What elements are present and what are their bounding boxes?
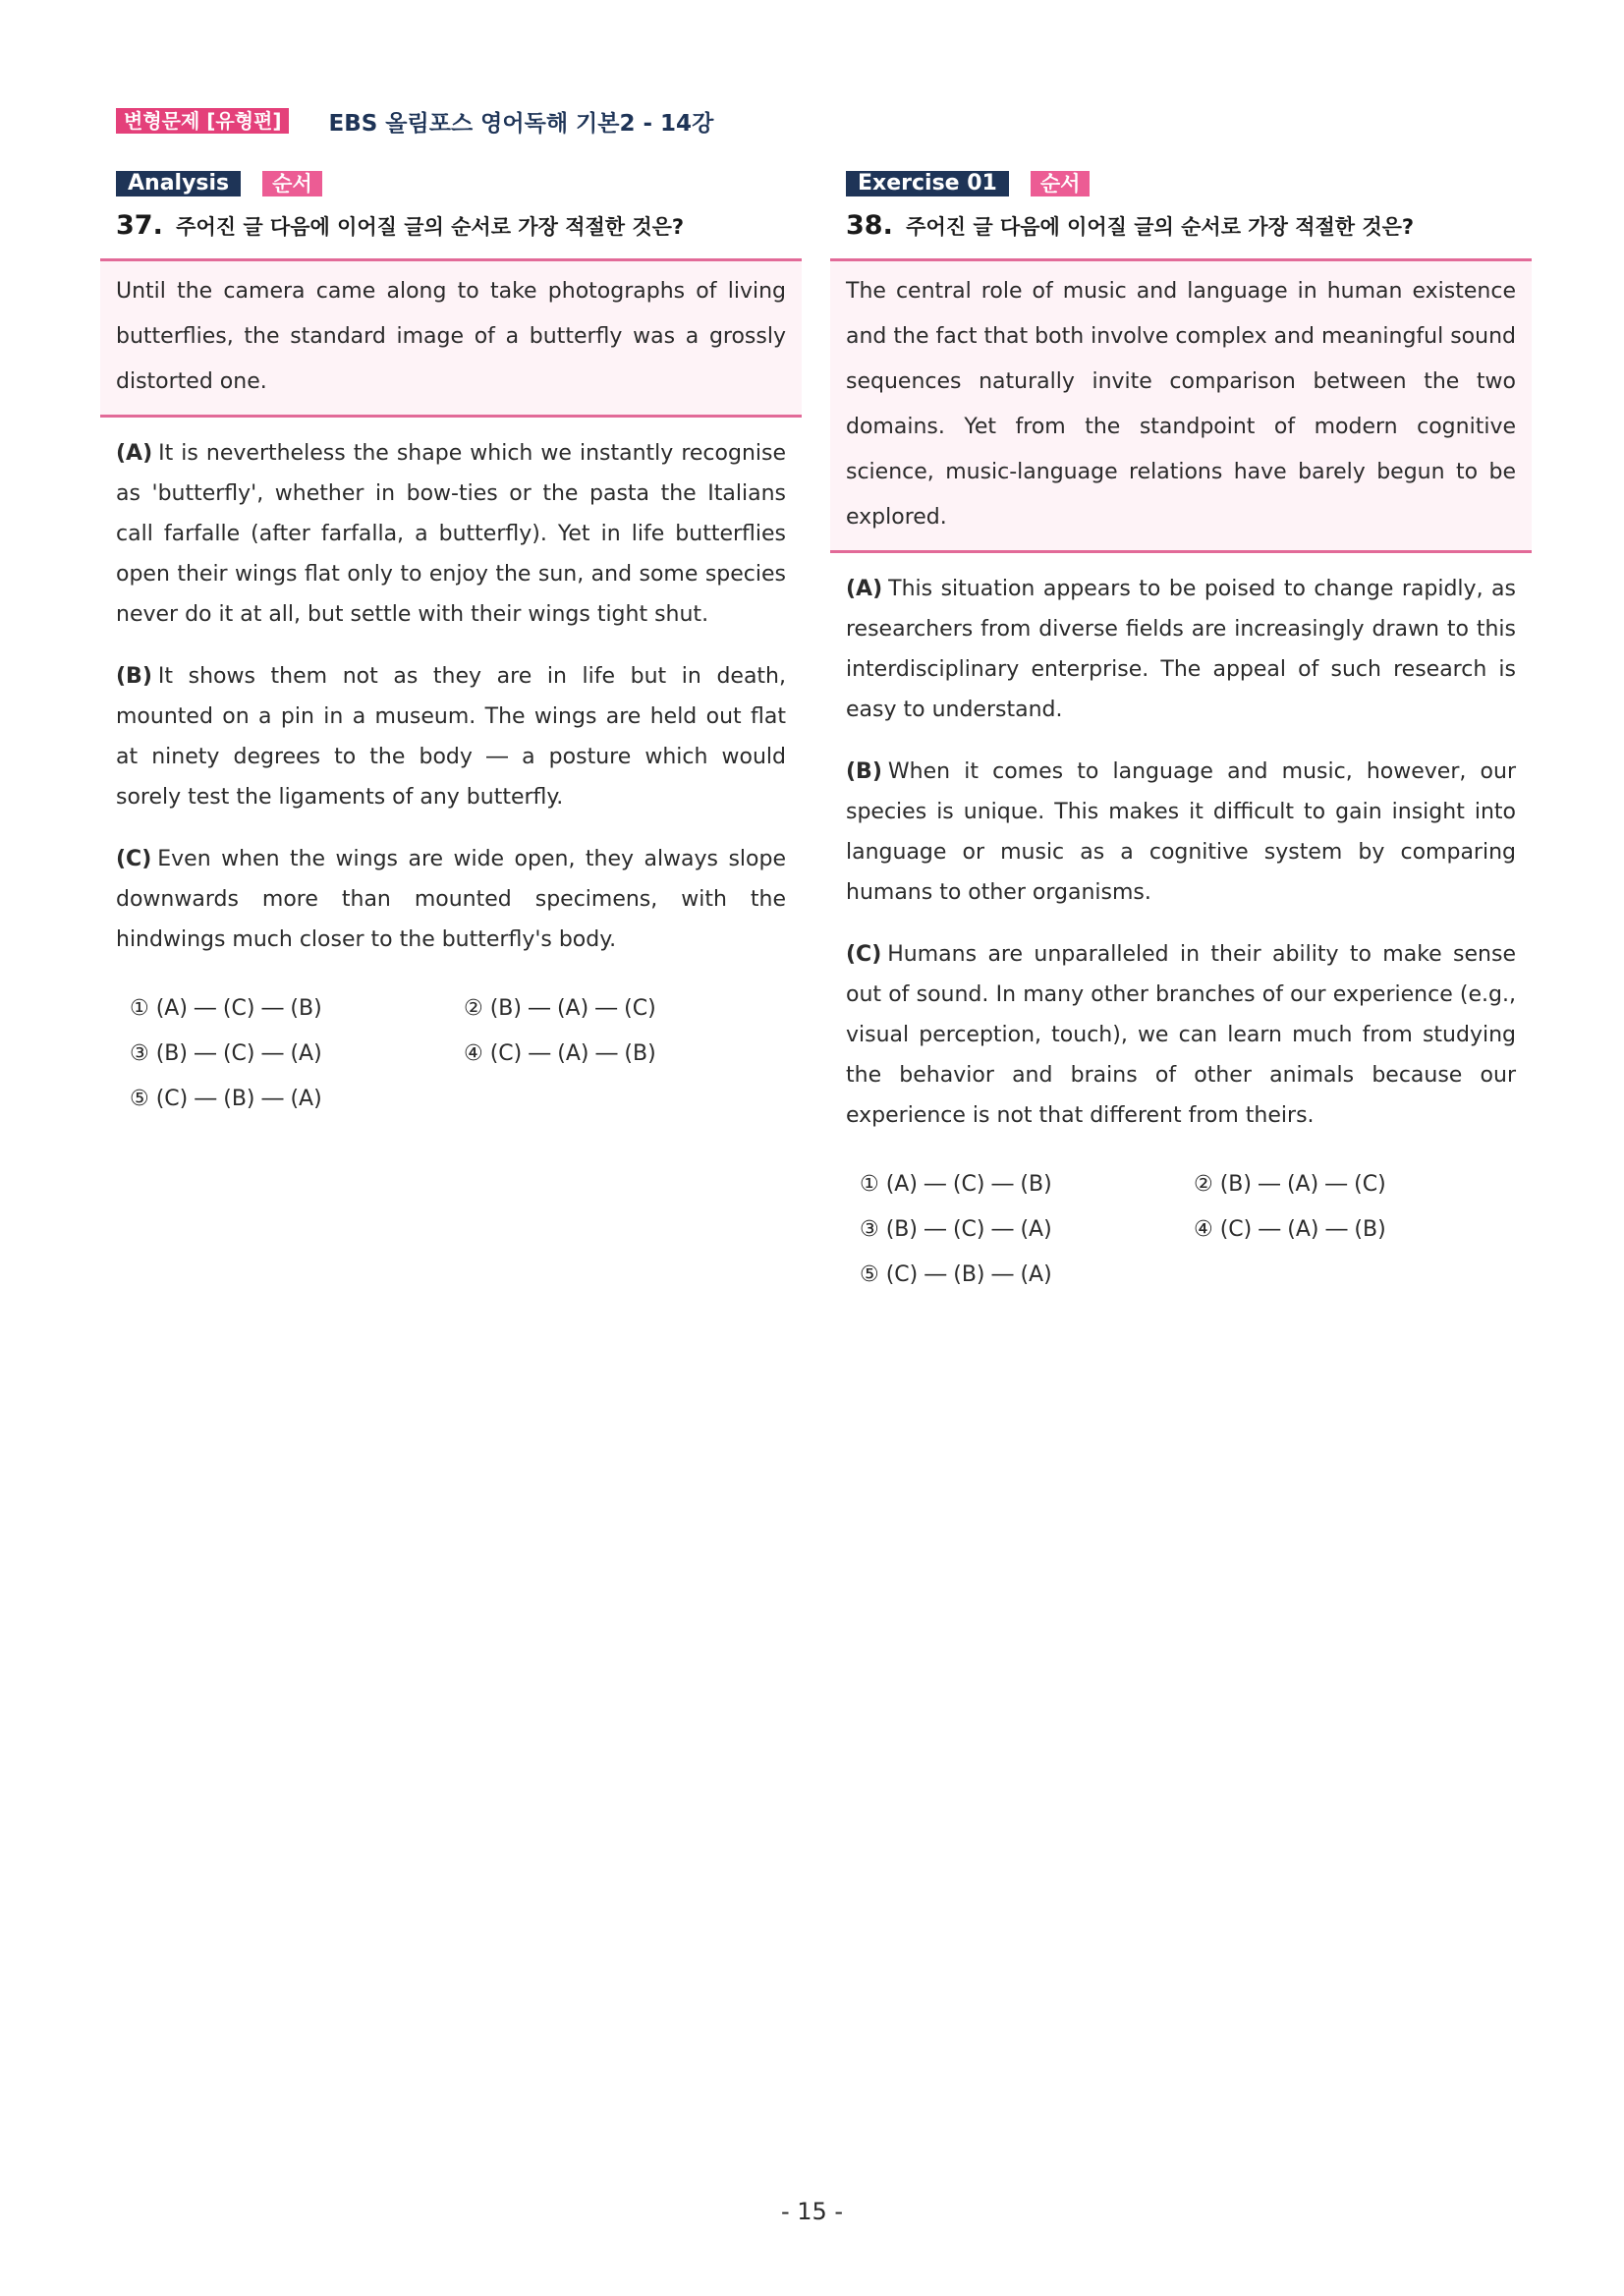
answer-choices bbox=[130, 991, 802, 1117]
paragraph-label: (B) bbox=[116, 664, 152, 689]
choice-2[interactable]: ② (B) ― (A) ― (C) bbox=[464, 996, 656, 1021]
type-label: 순서 bbox=[262, 171, 322, 196]
answer-choices bbox=[860, 1167, 1532, 1293]
question-prompt bbox=[846, 210, 1532, 241]
analysis-label: Analysis bbox=[116, 171, 241, 196]
question-text: 주어진 글 다음에 이어질 글의 순서로 가장 적절한 것은? bbox=[176, 215, 685, 239]
choice-5[interactable]: ⑤ (C) ― (B) ― (A) bbox=[130, 1087, 322, 1111]
choice-1[interactable]: ① (A) ― (C) ― (B) bbox=[130, 996, 322, 1021]
paragraph-label: (C) bbox=[846, 942, 882, 967]
paragraph-label: (B) bbox=[846, 759, 882, 784]
choice-3[interactable]: ③ (B) ― (C) ― (A) bbox=[860, 1217, 1052, 1242]
intro-passage: The central role of music and language in human existence and the fact that both involve complex and meaningful sound sequences naturally invite comparison between the two domains. Yet from the standpoint of modern cognitive science, music-language relations have barely begun to be explored. bbox=[830, 258, 1532, 553]
question-text: 주어진 글 다음에 이어질 글의 순서로 가장 적절한 것은? bbox=[906, 215, 1415, 239]
question-number: 37. bbox=[116, 210, 163, 241]
choice-3[interactable]: ③ (B) ― (C) ― (A) bbox=[130, 1041, 322, 1066]
paragraph-c bbox=[116, 839, 786, 960]
paragraph-label: (A) bbox=[846, 577, 883, 601]
paragraph-label: (C) bbox=[116, 847, 152, 871]
exercise-label: Exercise 01 bbox=[846, 171, 1009, 196]
intro-passage: Until the camera came along to take photographs of living butterflies, the standard image of a butterfly was a grossly distorted one. bbox=[100, 258, 802, 418]
question-labels bbox=[116, 171, 802, 196]
paragraph-b bbox=[846, 752, 1516, 913]
question-38 bbox=[830, 171, 1532, 1293]
question-37 bbox=[100, 171, 802, 1117]
choice-4[interactable]: ④ (C) ― (A) ― (B) bbox=[1194, 1217, 1386, 1242]
paragraph-text: It is nevertheless the shape which we instantly recognise as 'butterfly', whether in bow-ties or the pasta the Italians call farfalle (after farfalla, a butterfly). Yet in life butterflies open their wings flat only to enjoy the sun, and some species never do it at all, but settle with their wings tight shut. bbox=[116, 441, 786, 627]
paragraph-text: This situation appears to be poised to change rapidly, as researchers from diverse fields are increasingly drawn to this interdisciplinary enterprise. The appeal of such research is easy to understand. bbox=[846, 577, 1516, 722]
header-title: EBS 올림포스 영어독해 기본2 - 14강 bbox=[328, 110, 714, 137]
page-number: - 15 - bbox=[780, 2198, 844, 2225]
question-number: 38. bbox=[846, 210, 893, 241]
page-header bbox=[116, 106, 713, 136]
question-prompt bbox=[116, 210, 802, 241]
paragraph-text: Even when the wings are wide open, they always slope downwards more than mounted specimens, with the hindwings much closer to the butterfly's body. bbox=[116, 847, 786, 952]
choice-4[interactable]: ④ (C) ― (A) ― (B) bbox=[464, 1041, 656, 1066]
paragraph-label: (A) bbox=[116, 441, 153, 466]
variant-tag: 변형문제 [유형편] bbox=[116, 108, 289, 134]
choice-1[interactable]: ① (A) ― (C) ― (B) bbox=[860, 1172, 1052, 1197]
paragraph-c bbox=[846, 934, 1516, 1136]
question-labels bbox=[846, 171, 1532, 196]
type-label: 순서 bbox=[1031, 171, 1091, 196]
paragraph-a bbox=[116, 433, 786, 635]
paragraph-text: Humans are unparalleled in their ability to make sense out of sound. In many other branches of our experience (e.g., visual perception, touch), we can learn much from studying the behavior and brains of other animals because our experience is not that different from theirs. bbox=[846, 942, 1516, 1128]
paragraph-b bbox=[116, 656, 786, 817]
choice-5[interactable]: ⑤ (C) ― (B) ― (A) bbox=[860, 1262, 1052, 1287]
paragraph-text: When it comes to language and music, however, our species is unique. This makes it difficult to gain insight into language or music as a cognitive system by comparing humans to other organisms. bbox=[846, 759, 1516, 905]
choice-2[interactable]: ② (B) ― (A) ― (C) bbox=[1194, 1172, 1386, 1197]
paragraph-text: It shows them not as they are in life but in death, mounted on a pin in a museum. The wings are held out flat at ninety degrees to the body ― a posture which would sorely test the ligaments of any butterfly. bbox=[116, 664, 786, 810]
paragraph-a bbox=[846, 569, 1516, 730]
